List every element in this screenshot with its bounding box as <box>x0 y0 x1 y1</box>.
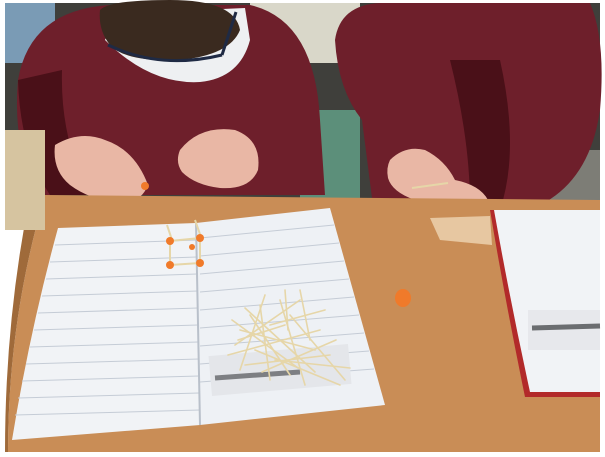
joint-top-right <box>196 234 204 242</box>
plasticine-ball <box>395 289 411 307</box>
right-book-worksheet-band <box>532 326 600 328</box>
exercise-book <box>12 208 385 440</box>
joint-bottom-left <box>166 261 174 269</box>
joint-top-left <box>166 237 174 245</box>
left-student <box>17 0 325 202</box>
joint-middle <box>189 244 195 250</box>
left-hand-plasticine <box>141 182 149 190</box>
joint-bottom-right <box>196 259 204 267</box>
right-student <box>335 3 602 215</box>
table-left-stool <box>5 130 45 230</box>
